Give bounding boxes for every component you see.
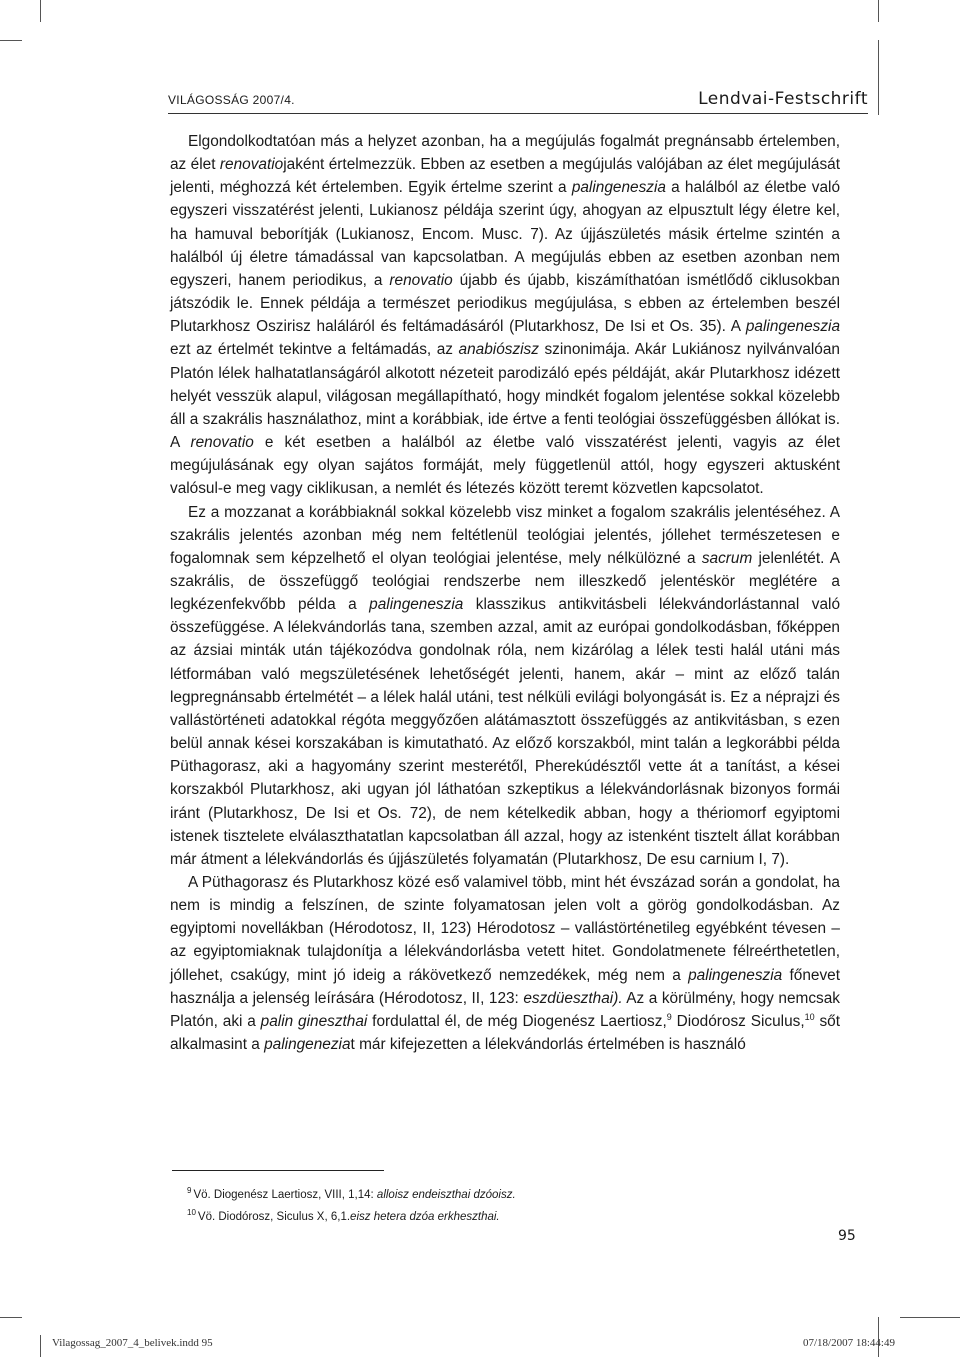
crop-mark <box>40 0 41 22</box>
text-run: renovatio <box>389 271 453 289</box>
text-run: e két esetben a halálból az életbe való visszatérést jelenti, vagyis az élet megújulásának egy olyan sajátos formáját, mely függetlenül attól, hogy egyszeri aktusként valósul-e meg vagy ciklikusan, a nemlét és létezés között teremt közvetlen kapcsolatot. <box>170 434 840 498</box>
text-run: fordulattal él, de még Diogenész Laertiosz, <box>367 1012 667 1030</box>
text-run: t már kifejezetten a lélekvándorlás értelmében is használó <box>350 1036 746 1054</box>
text-run: renovatio <box>190 434 254 452</box>
header-rule <box>168 113 868 114</box>
text-run: palingeneszia <box>688 966 783 984</box>
text-run: palingeneszia <box>745 318 840 336</box>
article-body <box>170 130 840 1056</box>
footnote: $^{10}$ Vö. Diodórosz, Siculus X, 6,1.eisz hetera dzóa erkheszthai. <box>187 1207 500 1223</box>
text-run: klasszikus antikvitásbeli lélekvándorlástannal való összefüggése. A lélekvándorlás tana, szemben azzal, amit az európai gondolkodásban, főképpen az ázsiai minták után tájékozódva gondolnak róla, nem kizárólag a lélek testi halál utáni más létformában való megszületésének lehetőségét jelenti, hanem, akár – mint az előző talán legpregnánsabb értelmétét – a lélek halál utáni, test nélküli evilági bolyongását is. Ez a néprajzi és vallástörténeti adatokkal régóta meggyőzően alátámasztott összefüggés az antikvitásban, s ezen belül annak kései korszakában is kimutatható. Az előző korszakból, mint talán a legkorábbi példa Püthagorasz, aki a hagyomány szerint mesterétől, Pherekúdésztől vette át a tanítást, a kései korszakból Plutarkhosz, aki ugyan jól láthatóan szkeptikus a lélekvándorlásnak bizonyos formái iránt (Plutarkhosz, De Isi et Os. 72), de nem kételkedik abban, hogy a thériomorf egyiptomi istenek tisztelete elválaszthatatlan kapcsolatban áll azzal, hogy az istenként tisztelt állat korábban már átment a lélekvándorlás és újjászületés folyamatán (Plutarkhosz, De esu carnium I, 7). <box>170 596 841 868</box>
paragraph <box>170 871 840 1056</box>
text-run: Diodórosz Siculus, <box>671 1012 805 1030</box>
text-run: újabb és újabb, kiszámíthatóan ismétlődő ciklusokban játszódik le. Ennek példája a természet periodikus megújulása, s ebben az értelemben beszél Plutarkhosz Oszirisz haláláról és feltámadásáról (Plutarkhosz, De Isi et Os. 35). A <box>170 271 840 336</box>
text-run: renovatio <box>219 156 284 174</box>
text-run: A Püthagorasz és Plutarkhosz közé eső valamivel több, mint hét évszázad során a gondolat, ha nem is mindig a felszínen, de szinte folyamatosan jelen volt a görög gondolkodásban. Az egyiptomi novellákban (Hérodotosz, II, 123) Hérodotosz – vallástörténetileg egyébként tévesen – az egyiptomiaknak tulajdonítja a lélekvándorlásba vetett hitet. Gondolatmenete félreérthetetlen, jóllehet, csakúgy, mint jó ideig a rákövetkező nemzedékek, még nem a <box>170 874 840 984</box>
footnote: $^9$ Vö. Diogenész Laertiosz, VIII, 1,14: alloisz endeiszthai dzóoisz. <box>187 1186 516 1201</box>
text-run: ezt az értelmét tekintve a feltámadás, az <box>170 341 459 359</box>
paragraph <box>170 130 840 501</box>
text-run: szinonimája. Akár Lukiánosz nyilvánvalóan Platón lélek halhatatlanságáról alkotott nézeteit parodizáló epés példáját, akár Plutarkhosz idézett helyét vesszük alapul, világosan megállapítható, hogy mindkét fogalom jelentése sokkal közelebb áll a szakrális használathoz, mint a korábbiak, ide értve a fenti teológiai összefüggésben állókat is. A <box>170 341 840 452</box>
paragraph <box>170 501 840 872</box>
footnote-ref: 9 <box>666 1011 672 1022</box>
text-run: sőt alkalmasint a <box>170 1012 840 1054</box>
crop-mark <box>900 1317 960 1318</box>
text-run: Elgondolkodtatóan más a helyzet azonban, ha a megújulás fogalmát pregnánsabb értelemben, az élet <box>170 133 840 174</box>
page-number: 95 <box>838 1228 856 1244</box>
crop-mark <box>0 40 22 41</box>
text-run: a halálból az életbe való egyszeri visszatérést jelenti, Lukianosz példája szerint úgy, ahogyan az elpusztult légy életre kel, ha hamuval beborítják (Lukianosz, Encom. Musc. 7). Az újjászületés másik értelme szintén a halálból új életre támadással van kapcsolatban. A megújulás ebben az esetben azonban nem egyszeri, hanem periodikus, a <box>170 179 841 289</box>
slug-timestamp: 07/18/2007 18:44:49 <box>803 1337 895 1349</box>
text-run: főnevet használja a jelenség leírására (Hérodotosz, II, 123: <box>170 966 840 1007</box>
text-run: jaként értelmezzük. Ebben az esetben a megújulás valójában az élet megújulását jelenti, méghozzá két értelemben. Egyik értelme szerint a <box>170 156 840 197</box>
text-run: anabiószisz <box>458 341 539 359</box>
footnote-rule <box>172 1170 384 1171</box>
text-run: Az a körülmény, hogy nemcsak Platón, aki a <box>170 989 840 1030</box>
text-run: palingeneszia <box>369 596 464 614</box>
crop-mark <box>40 1335 41 1357</box>
crop-mark <box>878 40 879 115</box>
text-run: sacrum <box>701 549 753 567</box>
text-run: jelenlétét. A szakrális, de összefüggő teológiai rendszerbe nem illeszkedő jelentéskör meglétére a legkézenfekvőbb példa a <box>170 549 840 614</box>
footnotes <box>187 1182 516 1226</box>
text-run: palin gineszthai <box>260 1012 368 1030</box>
text-run: palingenezia <box>264 1036 351 1054</box>
text-run: Ez a mozzanat a korábbiaknál sokkal közelebb visz minket a fogalom szakrális jelentéséhez. A szakrális jelentés azonban még nem feltétlenül teológiai jelentés, jóllehet természetesen e fogalomnak sem képzelhető el olyan teológiai jelentése, mely nélkülözné a <box>170 503 840 567</box>
crop-mark <box>878 0 879 22</box>
footnote-ref: 10 <box>804 1011 815 1022</box>
slug-file: Vilagossag_2007_4_belivek.indd 95 <box>52 1337 213 1349</box>
text-run: eszdüeszthai). <box>523 989 623 1007</box>
text-run: palingeneszia <box>571 179 666 197</box>
section-header: Lendvai-Festschrift <box>698 89 868 109</box>
crop-mark <box>0 1317 22 1318</box>
journal-header: VILÁGOSSÁG 2007/4. <box>168 93 295 107</box>
